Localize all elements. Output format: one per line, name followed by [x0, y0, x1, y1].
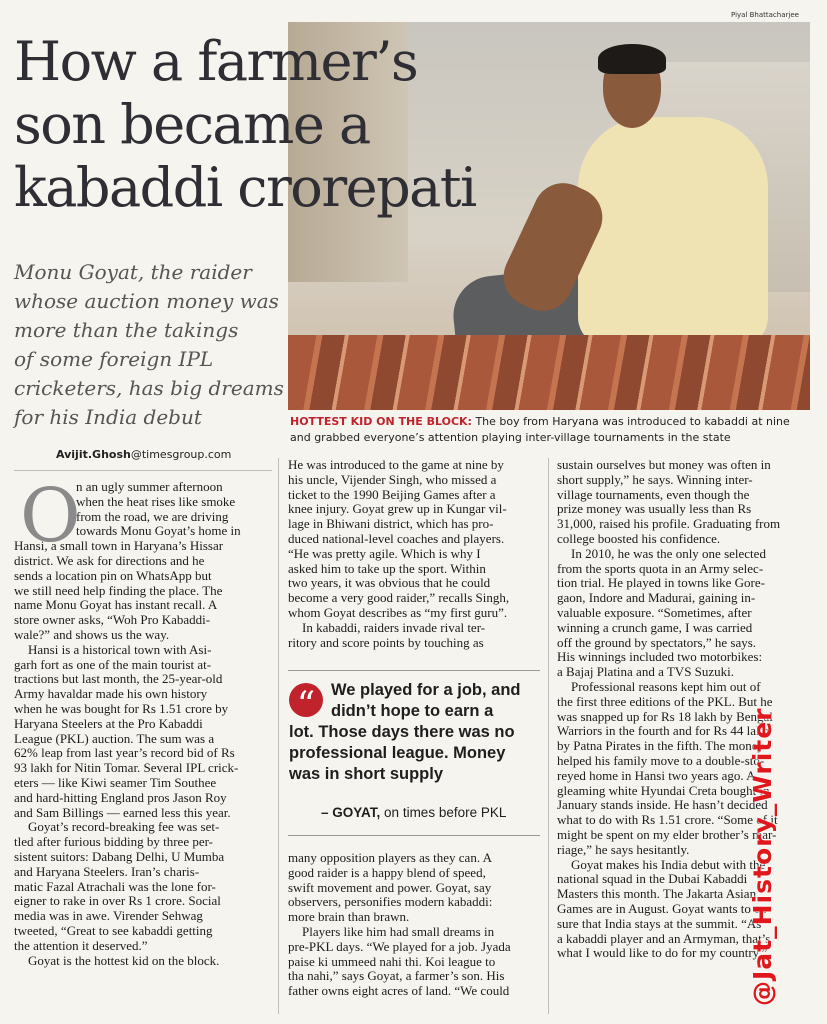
article-line: eigner to rake in over Rs 1 crore. Social — [14, 894, 221, 909]
article-line: towards Monu Goyat’s home in — [76, 524, 241, 539]
article-line: village tournaments, even though the — [557, 487, 750, 502]
article-line: Games are in August. Goyat wants to en- — [557, 901, 771, 916]
article-line: tractions but last month, the 25-year-old — [14, 672, 223, 687]
article-line: whom Goyat describes as “my first guru”. — [288, 605, 508, 620]
article-line: 62% leap from last year’s record bid of Rs — [14, 746, 235, 761]
article-line: Warriors in the fourth and for Rs 44 lakh — [557, 724, 769, 739]
photo-athlete-shirt — [578, 117, 768, 347]
headline-line: How a farmer’s — [14, 30, 418, 93]
pull-quote-text — [289, 680, 539, 785]
article-line: pre-PKL days. “We played for a job. Jyada — [288, 939, 511, 954]
article-line: wale?” and shows us the way. — [14, 627, 170, 642]
article-line: many opposition players as they can. A — [288, 851, 492, 865]
article-line: asked him to take up the sport. Within — [288, 561, 486, 576]
article-line: In 2010, he was the only one selected — [571, 546, 766, 561]
article-line: national squad in the Dubai Kabaddi — [557, 872, 748, 887]
article-line: was snapped up for Rs 18 lakh by Bengal — [557, 709, 773, 724]
caption-kicker: HOTTEST KID ON THE BLOCK: — [290, 415, 472, 428]
article-line: League (PKL) auction. The sum was a — [14, 731, 215, 746]
article-line: from the sports quota in an Army selec- — [557, 561, 764, 576]
article-line: gaon, Indore and Madurai, gaining in- — [557, 591, 756, 606]
column-divider — [278, 458, 279, 1014]
article-line: sustain ourselves but money was often in — [557, 458, 771, 472]
headline-line: kabaddi crorepati — [14, 156, 476, 219]
article-line: the first three editions of the PKL. But he — [557, 694, 773, 709]
article-line: a Bajaj Platina and a TVS Suzuki. — [557, 665, 735, 680]
article-line: Hansi is a historical town with Asi- — [28, 642, 212, 657]
quote-rule — [288, 835, 540, 836]
article-line: what I would like to do for my country.” — [557, 946, 768, 961]
article-line: Goyat’s record-breaking fee was set- — [28, 820, 220, 835]
headline-line: son became a — [14, 93, 370, 156]
article-line: “He was pretty agile. Which is why I — [288, 546, 481, 561]
article-line: 93 lakh for Nitin Tomar. Several IPL crick- — [14, 761, 239, 776]
article-line: Professional reasons kept him out of — [571, 679, 761, 694]
article-column-2-top — [288, 458, 540, 650]
article-line: Army havaldar made his own history — [14, 687, 208, 702]
article-line: paise ki ummeed nahi thi. Koi league to — [288, 954, 496, 969]
article-line: Masters this month. The Jakarta Asian — [557, 887, 757, 902]
article-line: sends a location pin on WhatsApp but — [14, 568, 212, 583]
article-line: His winnings included two motorbikes: — [557, 650, 763, 665]
pull-quote — [289, 680, 539, 820]
article-line: name Monu Goyat has instant recall. A — [14, 598, 218, 613]
article-line: duced national-level coaches and players. — [288, 531, 505, 546]
article-line: riage,” he says hesitantly. — [557, 842, 690, 857]
article-line: when the heat rises like smoke — [76, 494, 236, 509]
deck-line: of some foreign IPL — [14, 347, 214, 371]
article-line: tled after furious bidding by three per- — [14, 835, 214, 850]
article-line: two years, it was obvious that he could — [288, 576, 491, 591]
article-line: swift movement and power. Goyat, say — [288, 880, 492, 895]
article-line: n an ugly summer afternoon — [76, 480, 223, 494]
photo-athlete-hair — [598, 44, 666, 74]
article-line: knee injury. Goyat grew up in Kungar vil- — [288, 502, 507, 517]
article-line: and hard-hitting England pros Jason Roy — [14, 790, 227, 805]
pull-quote-attribution — [321, 805, 506, 820]
byline — [56, 448, 231, 461]
article-line: more brain than brawn. — [288, 910, 410, 925]
quote-rule — [288, 670, 540, 671]
deck-line: for his India debut — [14, 405, 202, 429]
article-line: He was introduced to the game at nine by — [288, 458, 504, 472]
column-divider — [548, 458, 549, 1014]
article-line: reyed home in Hansi two years ago. A — [557, 768, 756, 783]
photo-credit: Piyal Bhattacharjee — [731, 11, 799, 19]
quote-mark-icon: “ — [289, 683, 323, 717]
article-line: matic Fazal Atrachali was the lone for- — [14, 879, 216, 894]
article-line: 31,000, raised his profile. Graduating from — [557, 517, 781, 532]
drop-cap: O — [20, 473, 81, 559]
article-line: we still need help finding the place. The — [14, 583, 223, 598]
byline-domain: @timesgroup.com — [130, 448, 232, 461]
article-line: valuable exposure. “Sometimes, after — [557, 605, 752, 620]
article-line: from the road, we are driving — [76, 509, 229, 524]
article-line: media was in awe. Virender Sehwag — [14, 909, 203, 924]
caption-text: and grabbed everyone’s attention playing inter-village tournaments in the state — [290, 431, 731, 444]
pull-quote-line: was in short supply — [289, 765, 444, 783]
pull-quote-line: We played for a job, and — [331, 681, 521, 699]
pull-quote-line: didn’t hope to earn a — [331, 702, 494, 720]
article-line: off the ground by spectators,” he says. — [557, 635, 757, 650]
article-line: when he was bought for Rs 1.51 crore by — [14, 701, 229, 716]
article-line: observers, personifies modern kabaddi: — [288, 895, 493, 910]
quote-attribution-context: on times before PKL — [384, 805, 507, 820]
article-line: Hansi, a small town in Haryana’s Hissar — [14, 539, 224, 554]
headline — [14, 30, 509, 219]
byline-name: Avijit.Ghosh — [56, 448, 131, 461]
photo-caption — [290, 414, 810, 446]
article-line: what to do with Rs 1.51 crore. “Some of it — [557, 813, 778, 828]
deck-line: cricketers, has big dreams — [14, 376, 284, 400]
article-line: his uncle, Vijender Singh, who missed a — [288, 472, 497, 487]
article-line: January stands inside. He hasn’t decided — [557, 798, 768, 813]
article-line: good raider is a happy blend of speed, — [288, 865, 486, 880]
article-line: tha nahi,” says Goyat, a farmer’s son. His — [288, 969, 505, 984]
caption-text: The boy from Haryana was introduced to kabaddi at nine — [475, 415, 790, 428]
article-line: become a very good raider,” recalls Singh, — [288, 591, 510, 606]
article-line: store owner asks, “Woh Pro Kabaddi- — [14, 613, 211, 628]
article-line: and Haryana Steelers. Iran’s charis- — [14, 864, 200, 879]
deck-line: whose auction money was — [14, 289, 279, 313]
article-line: a kabaddi player and an Armyman, that’s — [557, 931, 771, 946]
article-line: might be spent on my elder brother’s mar- — [557, 827, 777, 842]
column-divider — [14, 470, 272, 471]
article-line: sure that India stays at the summit. “As — [557, 916, 762, 931]
article-line: tion trial. He played in towns like Gore- — [557, 576, 765, 591]
article-line: winning a crunch game, I was carried — [557, 620, 753, 635]
quote-attribution-name: – GOYAT, — [321, 805, 381, 820]
article-line: prize money was usually less than Rs — [557, 502, 752, 517]
pull-quote-line: professional league. Money — [289, 744, 506, 762]
article-line: tweeted, “Great to see kabaddi getting — [14, 923, 213, 938]
article-line: lage in Bhiwani district, which has pro- — [288, 517, 494, 532]
article-line: short supply,” he says. Winning inter- — [557, 472, 753, 487]
article-line: by Patna Pirates in the fifth. The money — [557, 739, 764, 754]
article-line: father owns eight acres of land. “We could — [288, 984, 510, 999]
article-line: eters — like Kiwi seamer Tim Southee — [14, 775, 217, 790]
article-line: and Sam Billings — earned less this year. — [14, 805, 231, 820]
article-line: ticket to the 1990 Beijing Games after a — [288, 487, 496, 502]
article-line: gleaming white Hyundai Creta bought in — [557, 783, 770, 798]
article-line: sistent suitors: Dabang Delhi, U Mumba — [14, 849, 225, 864]
article-line: the attention it deserved.” — [14, 938, 148, 953]
article-line: Goyat is the hottest kid on the block. — [28, 953, 220, 968]
deck-line: more than the takings — [14, 318, 239, 342]
article-line: ritory and score points by touching as — [288, 635, 484, 650]
article-line: Goyat makes his India debut with the — [571, 857, 766, 872]
article-line: helped his family move to a double-sto- — [557, 753, 765, 768]
article-line: garh fort as one of the main tourist at- — [14, 657, 212, 672]
article-line: college boosted his confidence. — [557, 531, 721, 546]
article-line: In kabaddi, raiders invade rival ter- — [302, 620, 486, 635]
deck-line: Monu Goyat, the raider — [14, 260, 252, 284]
article-column-1 — [14, 473, 272, 968]
watermark: @Jat_History_Writer — [748, 707, 777, 1006]
photo-brick-pile — [288, 335, 810, 410]
deck-subheadline — [14, 258, 282, 432]
article-line: district. We ask for directions and he — [14, 553, 205, 568]
pull-quote-line: lot. Those days there was no — [289, 723, 515, 741]
article-line: Haryana Steelers at the Pro Kabaddi — [14, 716, 203, 731]
article-line: Players like him had small dreams in — [302, 924, 495, 939]
article-column-2-bottom — [288, 851, 540, 999]
